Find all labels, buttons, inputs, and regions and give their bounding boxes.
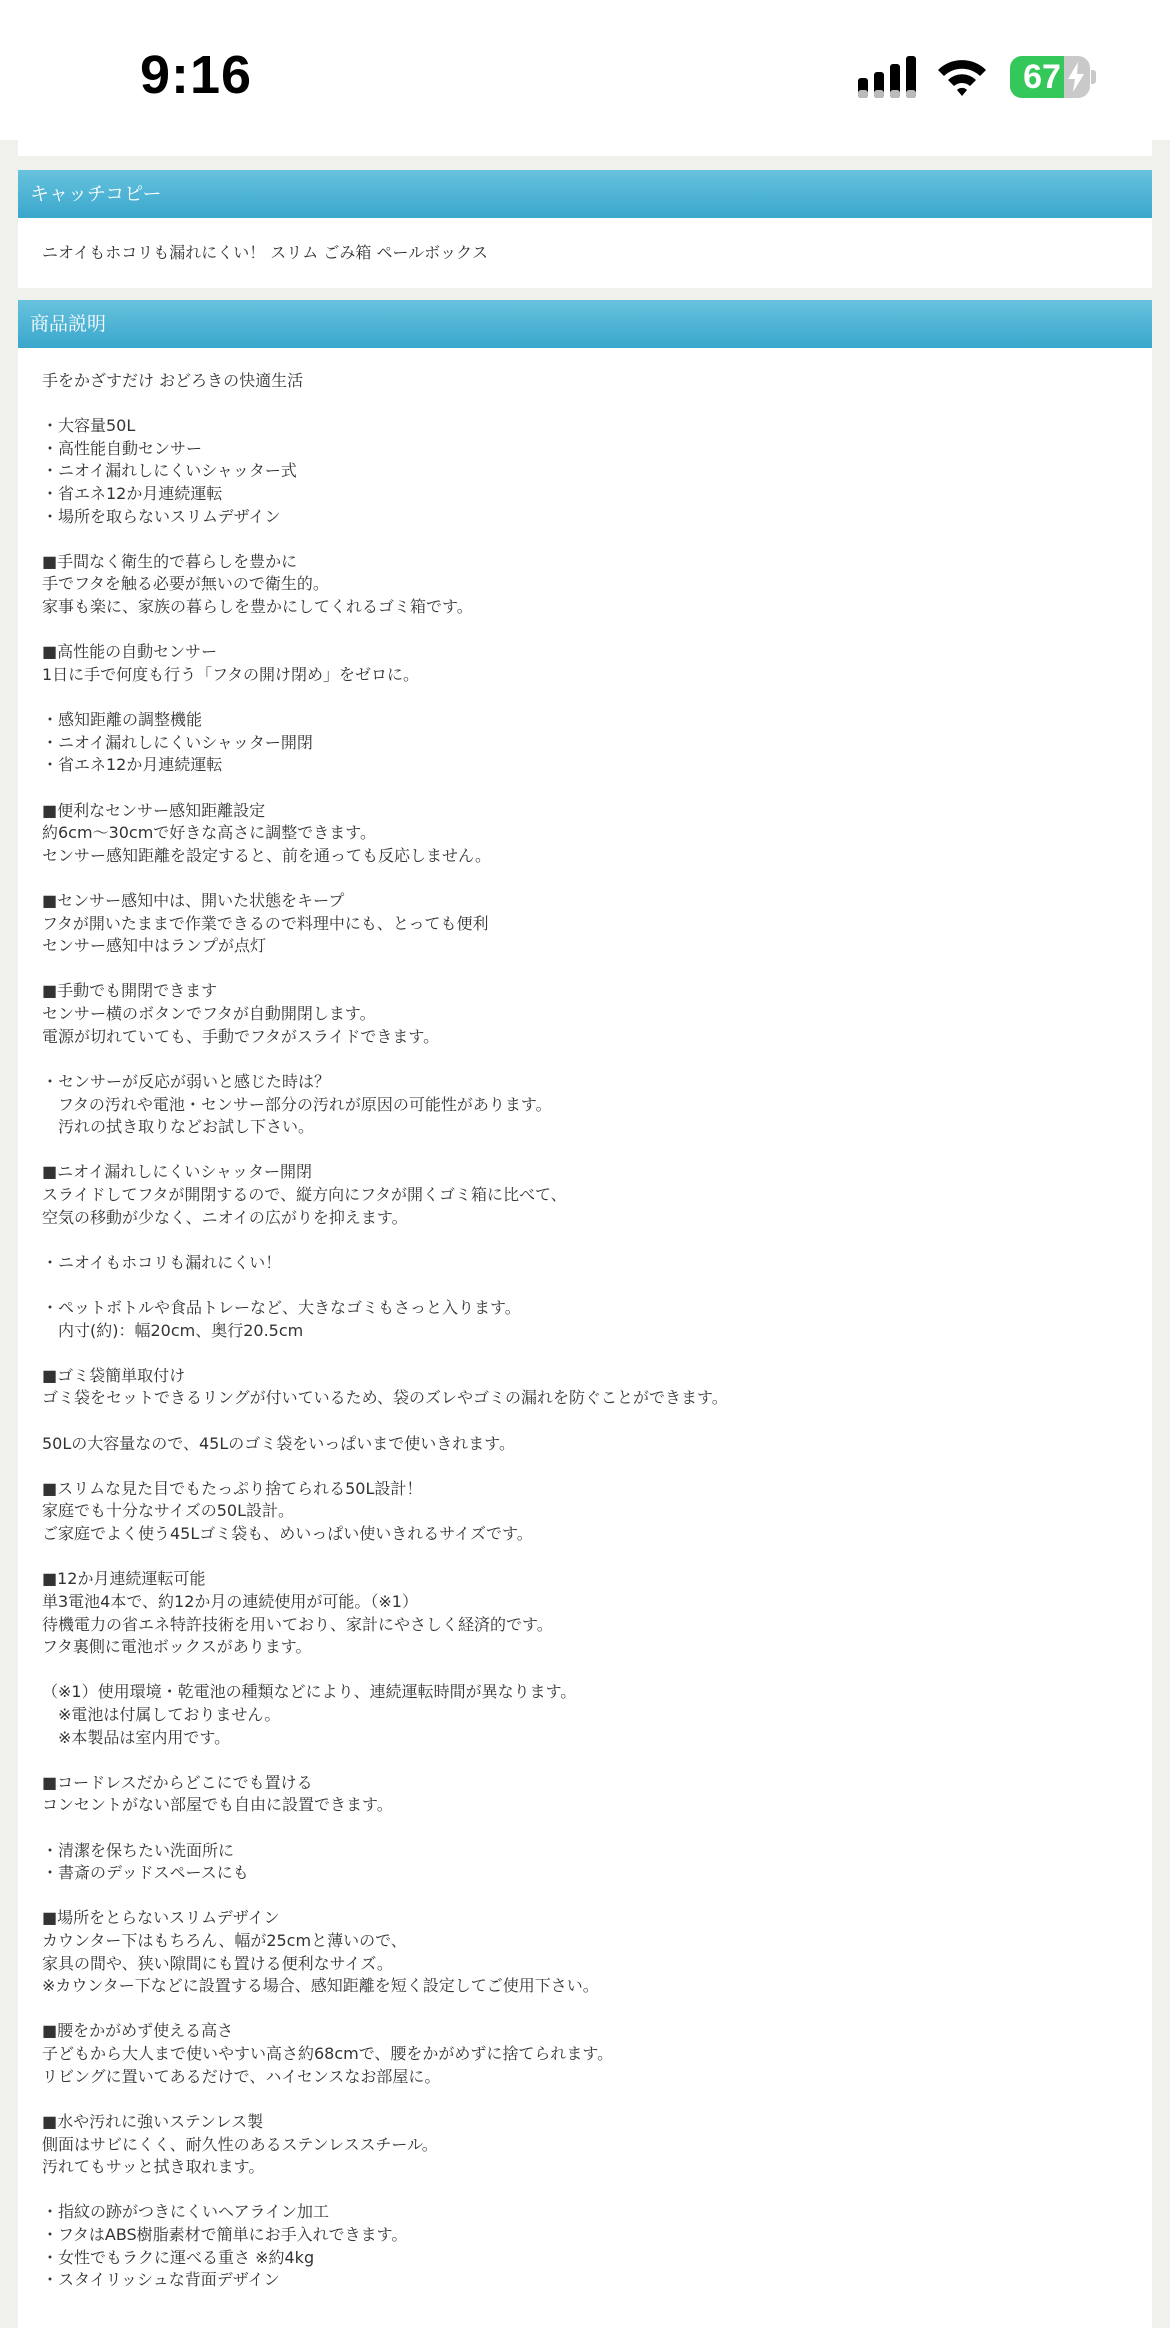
description-line: ・書斎のデッドスペースにも bbox=[42, 1863, 249, 1883]
description-line: 約6cm〜30cmで好きな高さに調整できます。 bbox=[42, 823, 377, 843]
catch-copy-heading: キャッチコピー bbox=[30, 183, 162, 205]
description-line: ・清潔を保ちたい洗面所に bbox=[42, 1840, 235, 1860]
description-line: ■ニオイ漏れしにくいシャッター開閉 bbox=[42, 1162, 312, 1182]
description-heading: 商品説明 bbox=[30, 313, 107, 335]
description-line: ※電池は付属しておりません。 bbox=[42, 1704, 281, 1724]
description-line: ・感知距離の調整機能 bbox=[42, 710, 203, 730]
blank-line bbox=[42, 1749, 1122, 1772]
description-line: ご家庭でよく使う45Lゴミ袋も、めいっぱい使いきれるサイズです。 bbox=[42, 1524, 533, 1544]
blank-line bbox=[42, 687, 1122, 710]
description-line: ・ペットボトルや食品トレーなど、大きなゴミもさっと入ります。 bbox=[42, 1297, 521, 1317]
description-line: 単3電池4本で、約12か月の連続使用が可能。（※1） bbox=[42, 1591, 418, 1611]
description-line: カウンター下はもちろん、幅が25cmと薄いので、 bbox=[42, 1931, 407, 1951]
description-line: （※1）使用環境・乾電池の種類などにより、連続運転時間が異なります。 bbox=[42, 1682, 577, 1702]
description-line: ■スリムな見た目でもたっぷり捨てられる50L設計！ bbox=[42, 1478, 423, 1498]
description-line: ■12か月連続運転可能 bbox=[42, 1569, 206, 1589]
description-line: スライドしてフタが開閉するので、縦方向にフタが開くゴミ箱に比べて、 bbox=[42, 1184, 567, 1204]
description-line: ・場所を取らないスリムデザイン bbox=[42, 506, 281, 526]
description-line: 側面はサビにくく、耐久性のあるステンレススチール。 bbox=[42, 2134, 438, 2154]
wifi-icon bbox=[936, 56, 988, 98]
description-line: フタが開いたままで作業できるので料理中にも、とっても便利 bbox=[42, 913, 489, 933]
blank-line bbox=[42, 2088, 1122, 2111]
description-line: 家事も楽に、家族の暮らしを豊かにしてくれるゴミ箱です。 bbox=[42, 597, 473, 617]
catch-copy-text: ニオイもホコリも漏れにくい！ スリム ごみ箱 ペールボックス bbox=[42, 243, 488, 262]
description-line: ■便利なセンサー感知距離設定 bbox=[42, 800, 266, 820]
description-line: コンセントがない部屋でも自由に設置できます。 bbox=[42, 1795, 393, 1815]
blank-line bbox=[42, 1659, 1122, 1682]
description-line: ■場所をとらないスリムデザイン bbox=[42, 1908, 280, 1928]
description-line: センサー感知距離を設定すると、前を通っても反応しません。 bbox=[42, 845, 491, 865]
description-line: 汚れてもサッと拭き取れます。 bbox=[42, 2157, 265, 2177]
blank-line bbox=[42, 1139, 1122, 1162]
description-line: 待機電力の省エネ特許技術を用いており、家計にやさしく経済的です。 bbox=[42, 1614, 553, 1634]
description-line: ■高性能の自動センサー bbox=[42, 642, 218, 662]
blank-line bbox=[42, 1342, 1122, 1365]
description-line: ・女性でもラクに運べる重さ ※約4kg bbox=[42, 2247, 315, 2267]
status-bar bbox=[0, 0, 1170, 140]
description-line: ・ニオイもホコリも漏れにくい！ bbox=[42, 1252, 282, 1272]
clock-time: 9:16 bbox=[140, 45, 253, 105]
blank-line bbox=[42, 867, 1122, 890]
description-line: ・スタイリッシュな背面デザイン bbox=[42, 2270, 280, 2290]
description-line: ・ニオイ漏れしにくいシャッター開閉 bbox=[42, 732, 313, 752]
description-line: 空気の移動が少なく、ニオイの広がりを抑えます。 bbox=[42, 1207, 408, 1227]
description-line: 1日に手で何度も行う「フタの開け閉め」をゼロに。 bbox=[42, 664, 420, 684]
description-line: フタ裏側に電池ボックスがあります。 bbox=[42, 1637, 312, 1657]
description-line: ※カウンター下などに設置する場合、感知距離を短く設定してご使用下さい。 bbox=[42, 1976, 599, 1996]
blank-line bbox=[42, 2179, 1122, 2202]
description-line: ・フタはABS樹脂素材で簡単にお手入れできます。 bbox=[42, 2224, 408, 2244]
blank-line bbox=[42, 958, 1122, 981]
description-line: センサー感知中はランプが点灯 bbox=[42, 936, 267, 956]
battery-cap bbox=[1091, 70, 1096, 84]
battery-icon bbox=[1010, 56, 1090, 98]
description-line: ・省エネ12か月連続運転 bbox=[42, 755, 223, 775]
description-line: ・ニオイ漏れしにくいシャッター式 bbox=[42, 461, 297, 481]
description-line: ■腰をかがめず使える高さ bbox=[42, 2021, 234, 2041]
catch-copy-header bbox=[18, 170, 1152, 218]
blank-line bbox=[42, 1817, 1122, 1840]
description-line: フタの汚れや電池・センサー部分の汚れが原因の可能性があります。 bbox=[42, 1094, 552, 1114]
description-line: ゴミ袋をセットできるリングが付いているため、袋のズレやゴミの漏れを防ぐことができます。 bbox=[42, 1388, 728, 1408]
description-line: 内寸(約)：幅20cm、奥行20.5cm bbox=[42, 1320, 304, 1340]
description-line: ・センサーが反応が弱いと感じた時は？ bbox=[42, 1071, 331, 1091]
description-line: 子どもから大人まで使いやすい高さ約68cmで、腰をかがめずに捨てられます。 bbox=[42, 2044, 614, 2064]
description-line: ・指紋の跡がつきにくいヘアライン加工 bbox=[42, 2202, 330, 2222]
description-line: リビングに置いてあるだけで、ハイセンスなお部屋に。 bbox=[42, 2066, 441, 2086]
cellular-signal-icon bbox=[858, 56, 918, 98]
description-line: ■水や汚れに強いステンレス製 bbox=[42, 2111, 264, 2131]
description-header bbox=[18, 300, 1152, 348]
description-line: ■センサー感知中は、開いた状態をキープ bbox=[42, 891, 345, 911]
blank-line bbox=[42, 619, 1122, 642]
blank-line bbox=[42, 1546, 1122, 1569]
description-line: ※本製品は室内用です。 bbox=[42, 1727, 231, 1747]
blank-line bbox=[42, 1229, 1122, 1252]
blank-line bbox=[42, 1998, 1122, 2021]
blank-line bbox=[42, 1410, 1122, 1433]
battery-percent: 67 bbox=[1023, 58, 1061, 96]
blank-line bbox=[42, 1885, 1122, 1908]
description-line: ■手動でも開閉できます bbox=[42, 981, 218, 1001]
description-line: ・大容量50L bbox=[42, 416, 136, 436]
blank-line bbox=[42, 777, 1122, 800]
description-line: ・高性能自動センサー bbox=[42, 438, 203, 458]
description-line: 汚れの拭き取りなどお試し下さい。 bbox=[42, 1117, 315, 1137]
description-line: 家具の間や、狭い隙間にも置ける便利なサイズ。 bbox=[42, 1953, 393, 1973]
blank-line bbox=[42, 1274, 1122, 1297]
description-line: 電源が切れていても、手動でフタがスライドできます。 bbox=[42, 1026, 440, 1046]
blank-line bbox=[42, 1048, 1122, 1071]
charging-bolt-icon bbox=[1066, 62, 1086, 92]
description-line: ■ゴミ袋簡単取付け bbox=[42, 1365, 186, 1385]
previous-section-card bbox=[18, 140, 1152, 156]
blank-line bbox=[42, 1455, 1122, 1478]
description-line: 家庭でも十分なサイズの50L設計。 bbox=[42, 1501, 294, 1521]
description-line: ■コードレスだからどこにでも置ける bbox=[42, 1772, 313, 1792]
blank-line bbox=[42, 393, 1122, 416]
description-line: ・省エネ12か月連続運転 bbox=[42, 484, 223, 504]
description-line: 手をかざすだけ おどろきの快適生活 bbox=[42, 371, 304, 390]
description-line: 50Lの大容量なので、45Lのゴミ袋をいっぱいまで使いきれます。 bbox=[42, 1433, 515, 1453]
blank-line bbox=[42, 528, 1122, 551]
description-line: 手でフタを触る必要が無いので衛生的。 bbox=[42, 574, 329, 594]
description-text bbox=[42, 370, 1122, 2292]
description-line: センサー横のボタンでフタが自動開閉します。 bbox=[42, 1004, 376, 1024]
description-line: ■手間なく衛生的で暮らしを豊かに bbox=[42, 551, 298, 571]
